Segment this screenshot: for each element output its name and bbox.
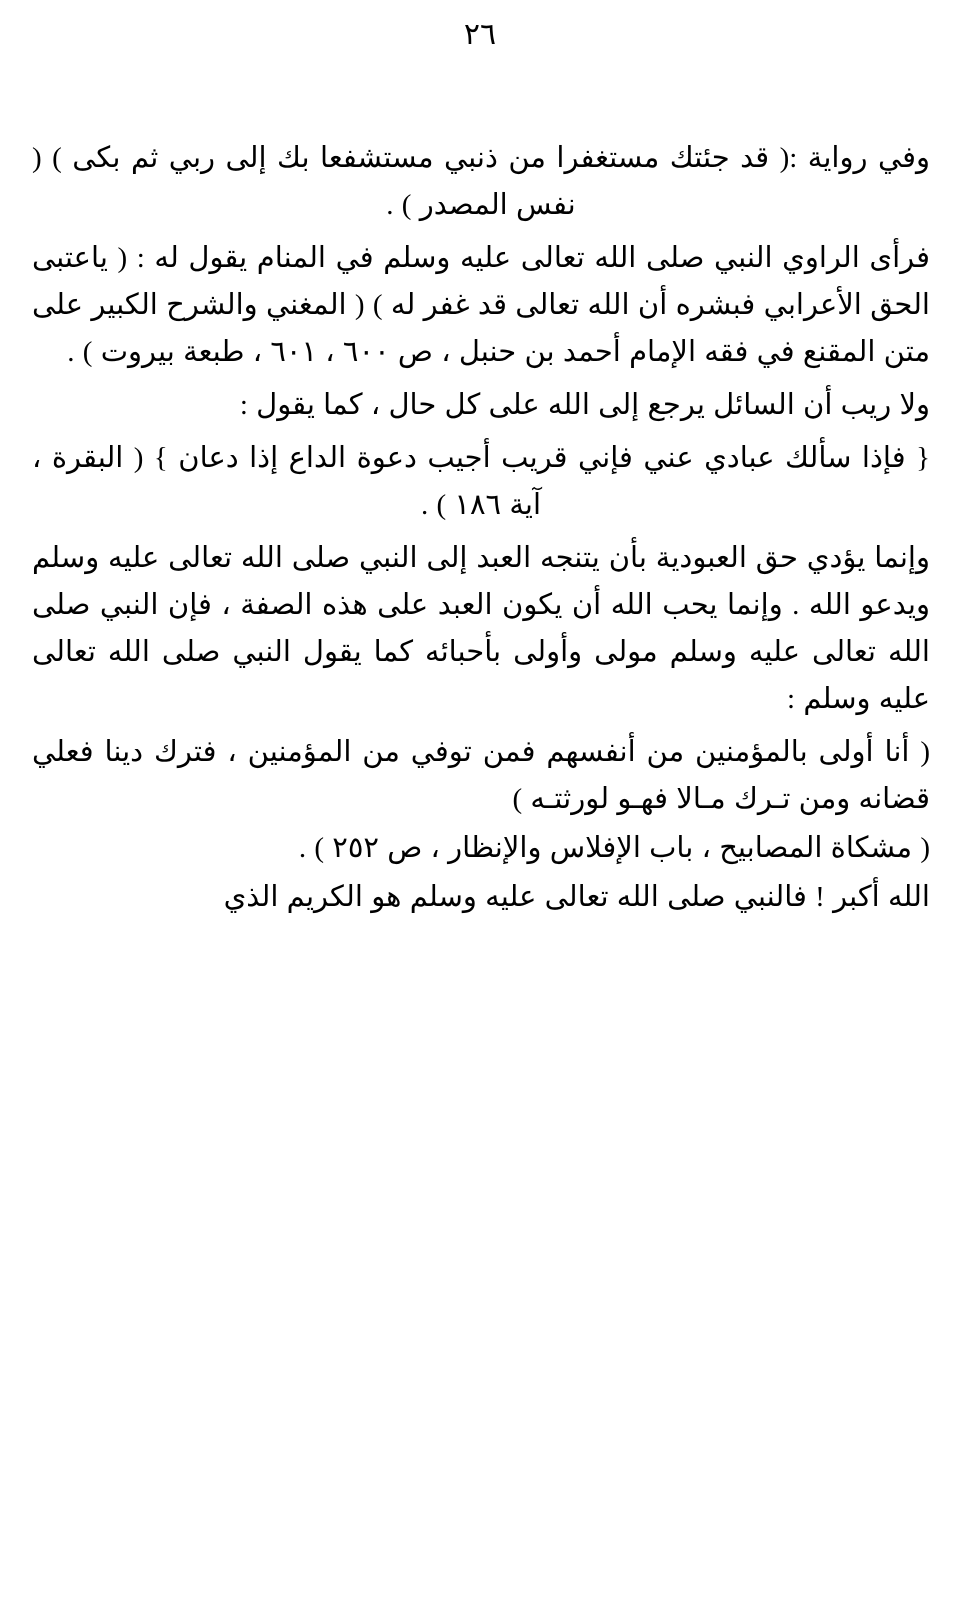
paragraph: وفي رواية :( قد جئتك مستغفرا من ذنبي مستشفعا بك إلى ربي ثم بكى ) ( نفس المصدر ) . [32,142,930,221]
page-number: ٢٦ [463,18,497,51]
paragraph: وإنما يؤدي حق العبودية بأن يتنجه العبد إلى النبي صلى الله تعالى عليه وسلم ويدعو الله . وإنما يحب الله أن يكون العبد على هذه الصفة ، فإن النبي صلى الله تعالى عليه وسلم مولى وأولى بأحبائه كما يقول النبي صلى الله تعالى عليه وسلم : [32,541,930,715]
paragraph: { فإذا سألك عبادي عني فإني قريب أجيب دعوة الداع إذا دعان } ( البقرة ، آية ١٨٦ ) . [32,441,930,521]
paragraph: فرأى الراوي النبي صلى الله تعالى عليه وسلم في المنام يقول له : ( ياعتبى الحق الأعرابي فبشره أن الله تعالى قد غفر له ) ( المغني والشرح الكبير على متن المقنع في فقه الإمام أحمد بن حنبل ، ص ٦٠٠ ، ٦٠١ ، طبعة بيروت ) . [32,241,930,368]
page-body [0,51,960,921]
paragraph: الله أكبر ! فالنبي صلى الله تعالى عليه وسلم هو الكريم الذي [223,880,930,913]
paragraph: ( أنا أولى بالمؤمنين من أنفسهم فمن توفي من المؤمنين ، فترك دينا فعلي قضانه ومن تـرك مـالا فهـو لورثتـه ) [32,735,930,815]
paragraph: ولا ريب أن السائل يرجع إلى الله على كل حال ، كما يقول : [239,388,930,421]
paragraph: ( مشكاة المصابيح ، باب الإفلاس والإنظار ، ص ٢٥٢ ) . [298,831,930,864]
